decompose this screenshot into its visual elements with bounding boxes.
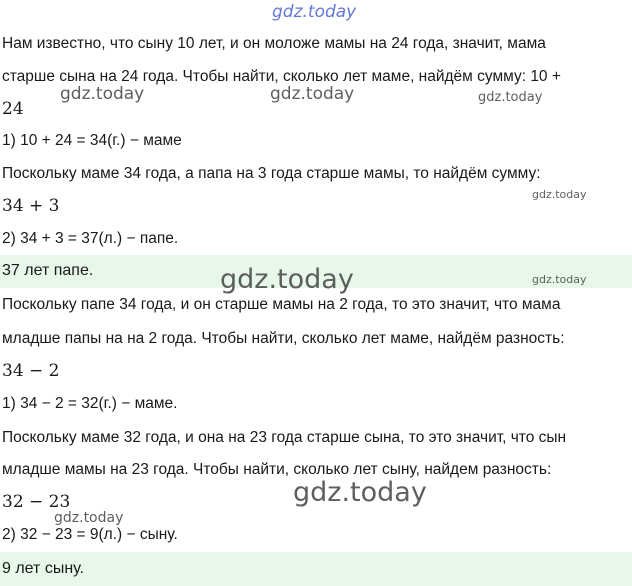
- text-line-11: 34 − 2: [2, 361, 60, 381]
- text-line-3: 24: [2, 99, 24, 119]
- watermark-4: gdz.today: [532, 188, 587, 201]
- answer-son: 9 лет сыну.: [2, 560, 84, 577]
- watermark-8: gdz.today: [54, 510, 124, 526]
- watermark-2: gdz.today: [270, 84, 355, 104]
- text-line-6: 34 + 3: [2, 196, 60, 216]
- text-line-14: младше мамы на 23 года. Чтобы найти, сколько лет сыну, найдем разность:: [2, 461, 552, 478]
- watermark-7: gdz.today: [293, 477, 427, 508]
- text-line-5: Поскольку маме 34 года, а папа на 3 года старше мамы, то найдём сумму:: [2, 165, 541, 182]
- watermark-6: gdz.today: [532, 273, 587, 286]
- watermark-top: gdz.today: [272, 2, 357, 22]
- text-line-12: 1) 34 − 2 = 32(г.) − маме.: [2, 395, 178, 412]
- text-line-16: 2) 32 − 23 = 9(л.) − сыну.: [2, 526, 178, 543]
- text-line-13: Поскольку маме 32 года, и она на 23 года старше сына, то это значит, что сын: [2, 429, 567, 446]
- watermark-5: gdz.today: [220, 264, 354, 295]
- text-line-2: старше сына на 24 года. Чтобы найти, сколько лет маме, найдём сумму: 10 +: [2, 68, 561, 85]
- text-line-15: 32 − 23: [2, 492, 71, 512]
- answer-box-son: [0, 552, 632, 586]
- watermark-3: gdz.today: [478, 90, 543, 105]
- text-line-1: Нам известно, что сыну 10 лет, и он моложе мамы на 24 года, значит, мама: [2, 35, 546, 52]
- text-line-4: 1) 10 + 24 = 34(г.) − маме: [2, 132, 182, 149]
- watermark-1: gdz.today: [60, 84, 145, 104]
- text-line-7: 2) 34 + 3 = 37(л.) − папе.: [2, 230, 179, 247]
- text-line-9: Поскольку папе 34 года, и он старше мамы на 2 года, то это значит, что мама: [2, 296, 561, 313]
- text-line-10: младше папы на на 2 года. Чтобы найти, сколько лет маме, найдём разность:: [2, 330, 565, 347]
- answer-father: 37 лет папе.: [2, 262, 94, 279]
